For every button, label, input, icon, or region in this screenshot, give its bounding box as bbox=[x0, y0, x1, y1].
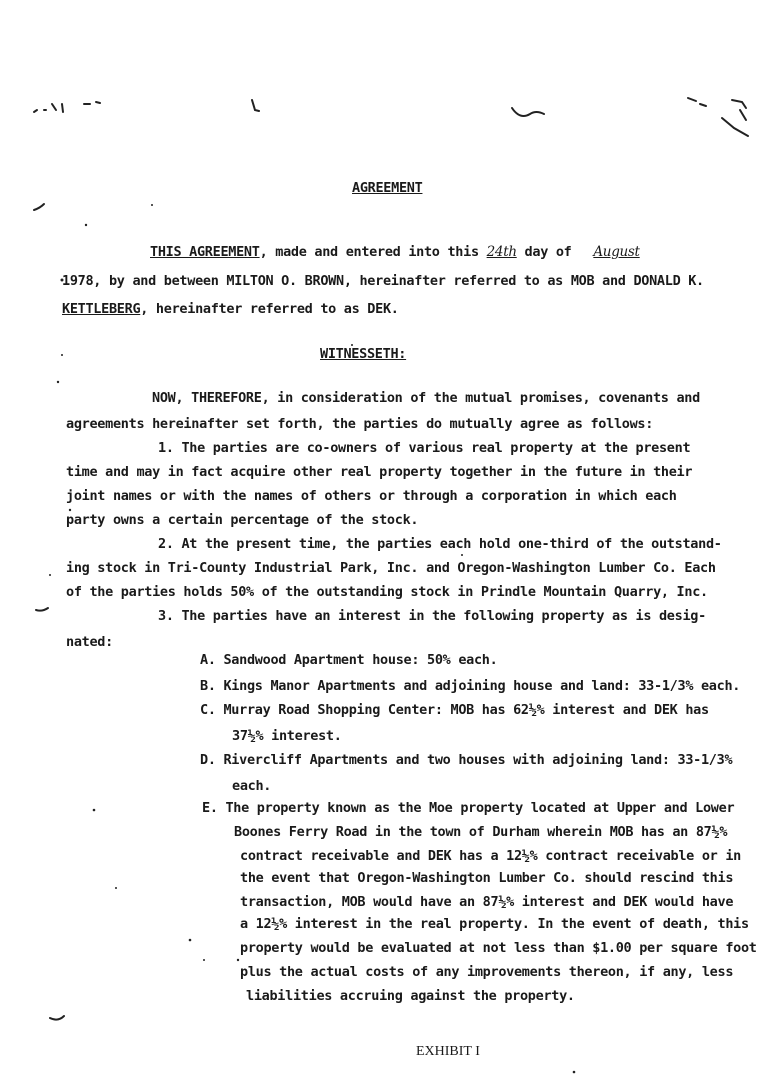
body-line: party owns a certain percentage of the stock. bbox=[66, 512, 419, 528]
intro-text-day-of: day of bbox=[524, 244, 572, 260]
party-dek-last-name: KETTLEBERG bbox=[62, 301, 141, 317]
property-item: Boones Ferry Road in the town of Durham wherein MOB has an 87½% bbox=[234, 824, 728, 840]
body-line: nated: bbox=[66, 634, 113, 650]
intro-text-a: , made and entered into this bbox=[259, 244, 479, 260]
property-item: 37½% interest. bbox=[232, 728, 342, 744]
property-item: transaction, MOB would have an 87½% interest and DEK would have bbox=[240, 894, 734, 910]
property-item: A. Sandwood Apartment house: 50% each. bbox=[200, 652, 498, 668]
handwritten-month: August bbox=[593, 244, 640, 260]
property-item: B. Kings Manor Apartments and adjoining house and land: 33-1/3% each. bbox=[200, 678, 741, 694]
body-line: agreements hereinafter set forth, the parties do mutually agree as follows: bbox=[66, 416, 654, 432]
body-line: joint names or with the names of others or through a corporation in which each bbox=[66, 488, 677, 504]
body-line: of the parties holds 50% of the outstanding stock in Prindle Mountain Quarry, Inc. bbox=[66, 584, 708, 600]
property-item: C. Murray Road Shopping Center: MOB has 62½% interest and DEK has bbox=[200, 702, 709, 718]
property-item: the event that Oregon-Washington Lumber Co. should rescind this bbox=[240, 870, 734, 886]
party-dek-first-name: DONALD K. bbox=[633, 273, 704, 289]
property-item: contract receivable and DEK has a 12½% contract receivable or in bbox=[240, 848, 741, 864]
body-line: time and may in fact acquire other real property together in the future in their bbox=[66, 464, 693, 480]
intro-line-3 bbox=[62, 301, 399, 317]
body-line: 1. The parties are co-owners of various real property at the present bbox=[158, 440, 691, 456]
party-mob-name: MILTON O. BROWN bbox=[226, 273, 344, 289]
exhibit-label: EXHIBIT I bbox=[416, 1044, 480, 1059]
property-item: E. The property known as the Moe property located at Upper and Lower bbox=[202, 800, 735, 816]
property-item: plus the actual costs of any improvements thereon, if any, less bbox=[240, 964, 734, 980]
intro-line-1 bbox=[150, 244, 654, 260]
intro-text-b: 1978, by and between bbox=[62, 273, 227, 289]
property-item: property would be evaluated at not less than $1.00 per square foot bbox=[240, 940, 757, 956]
intro-text-c: , hereinafter referred to as MOB and bbox=[343, 273, 634, 289]
body-line: ing stock in Tri-County Industrial Park, Inc. and Oregon-Washington Lumber Co. Each bbox=[66, 560, 716, 576]
agreement-title: AGREEMENT bbox=[352, 180, 423, 196]
property-item: D. Rivercliff Apartments and two houses with adjoining land: 33-1/3% bbox=[200, 752, 733, 768]
property-item: liabilities accruing against the property. bbox=[246, 988, 575, 1004]
body-line: NOW, THEREFORE, in consideration of the mutual promises, covenants and bbox=[152, 390, 700, 406]
property-item: each. bbox=[232, 778, 272, 794]
intro-text-d: , hereinafter referred to as DEK. bbox=[140, 301, 399, 317]
handwritten-day: 24th bbox=[486, 244, 517, 260]
witnesseth-heading: WITNESSETH: bbox=[320, 346, 407, 362]
property-item: a 12½% interest in the real property. In the event of death, this bbox=[240, 916, 749, 932]
body-line: 2. At the present time, the parties each hold one-third of the outstand- bbox=[158, 536, 722, 552]
this-agreement-label: THIS AGREEMENT bbox=[150, 244, 260, 260]
intro-line-2 bbox=[62, 273, 704, 289]
body-line: 3. The parties have an interest in the following property as is desig- bbox=[158, 608, 706, 624]
